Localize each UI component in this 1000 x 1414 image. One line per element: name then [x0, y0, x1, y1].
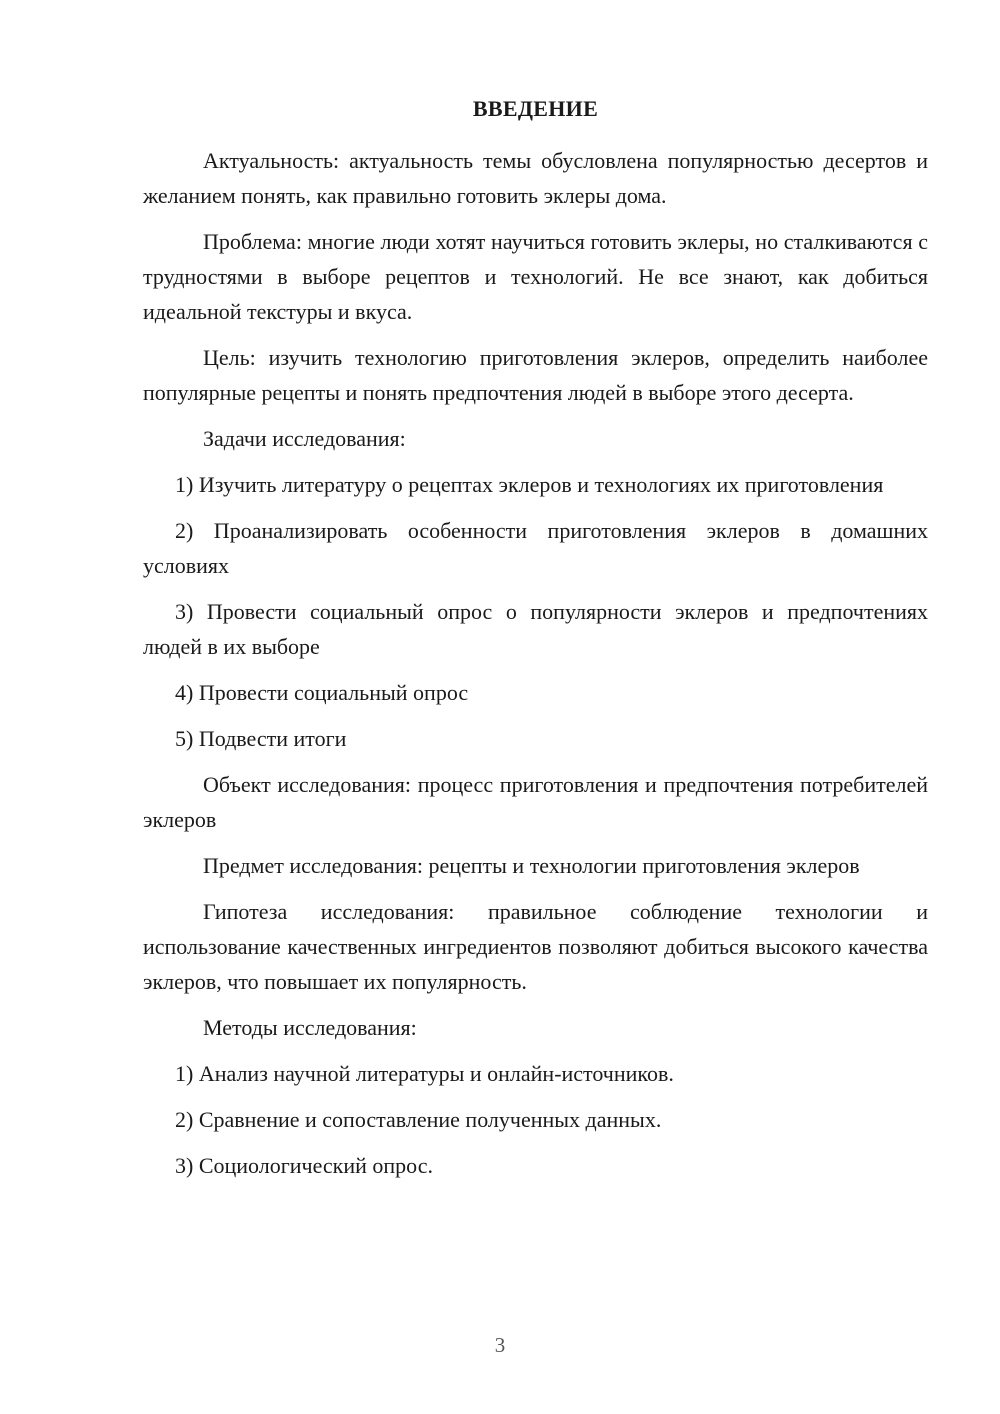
paragraph-object: Объект исследования: процесс приготовления и предпочтения потребителей эклеров — [143, 772, 928, 832]
task-item-1: 1) Изучить литературу о рецептах эклеров и технологиях их приготовления — [175, 472, 884, 497]
methods-heading: Методы исследования: — [203, 1015, 417, 1040]
paragraph-goal: Цель: изучить технологию приготовления эклеров, определить наиболее популярные рецепты и понять предпочтения людей в выборе этого десерта. — [143, 345, 928, 405]
paragraph-hypothesis: Гипотеза исследования: правильное соблюдение технологии и использование качественных ингредиентов позволяют добиться высокого качества эклеров, что повышает их популярность. — [143, 899, 928, 994]
method-item-3: 3) Социологический опрос. — [175, 1153, 433, 1178]
task-item-2: 2) Проанализировать особенности приготовления эклеров в домашних условиях — [143, 518, 928, 578]
paragraph-subject: Предмет исследования: рецепты и технологии приготовления эклеров — [203, 853, 860, 878]
task-item-5: 5) Подвести итоги — [175, 726, 347, 751]
document-page — [143, 92, 928, 1194]
task-item-3: 3) Провести социальный опрос о популярности эклеров и предпочтениях людей в их выборе — [143, 599, 928, 659]
page-number: 3 — [494, 1333, 506, 1357]
tasks-heading: Задачи исследования: — [203, 426, 406, 451]
method-item-1: 1) Анализ научной литературы и онлайн-источников. — [175, 1061, 674, 1086]
paragraph-problem: Проблема: многие люди хотят научиться готовить эклеры, но сталкиваются с трудностями в выборе рецептов и технологий. Не все знают, как добиться идеальной текстуры и вкуса. — [143, 229, 928, 324]
paragraph-relevance: Актуальность: актуальность темы обусловлена популярностью десертов и желанием понять, как правильно готовить эклеры дома. — [143, 148, 928, 208]
task-item-4: 4) Провести социальный опрос — [175, 680, 469, 705]
method-item-2: 2) Сравнение и сопоставление полученных данных. — [175, 1107, 662, 1132]
section-title: ВВЕДЕНИЕ — [472, 96, 599, 121]
